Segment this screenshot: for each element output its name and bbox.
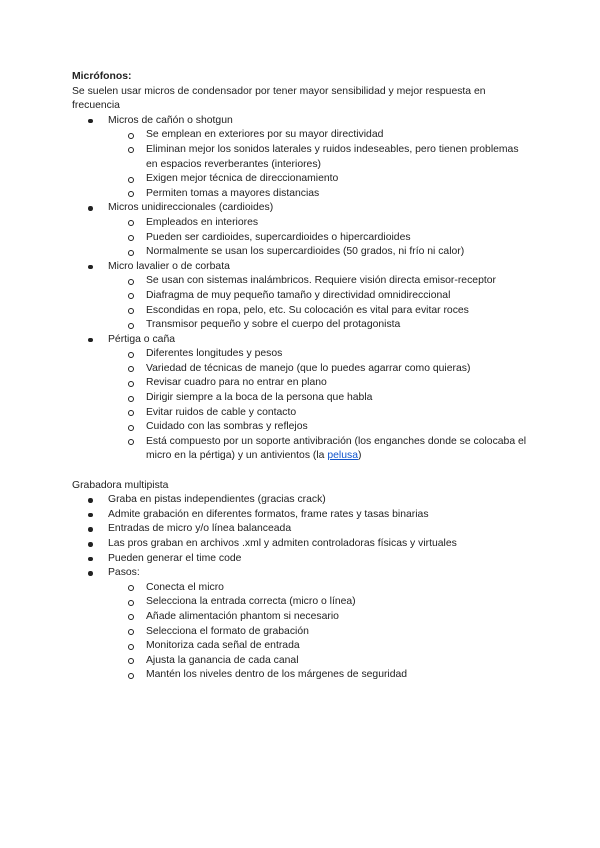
section-title-grabadora: Grabadora multipista <box>72 479 169 491</box>
sub-list-item: Pueden ser cardioides, supercardioides o hipercardioides <box>108 231 532 246</box>
grabadora-list <box>72 493 532 683</box>
sub-list <box>108 274 532 332</box>
sub-list-item: Dirigir siempre a la boca de la persona que habla <box>108 391 532 406</box>
list-item <box>72 114 532 202</box>
list-item-label: Micros de cañón o shotgun <box>108 114 233 126</box>
sub-list-item: Empleados en interiores <box>108 216 532 231</box>
section-title-microfonos: Micrófonos: <box>72 71 132 82</box>
sub-list-item: Transmisor pequeño y sobre el cuerpo del protagonista <box>108 318 532 333</box>
list-item: Entradas de micro y/o línea balanceada <box>72 522 532 537</box>
list-item-label: Pértiga o caña <box>108 333 176 345</box>
list-item-label: Micros unidireccionales (cardioides) <box>108 202 274 214</box>
sub-list-item: Exigen mejor técnica de direccionamiento <box>108 172 532 187</box>
list-item <box>72 201 532 259</box>
list-item-label: Micro lavalier o de corbata <box>108 260 230 272</box>
steps-list <box>108 581 532 683</box>
sub-list <box>108 347 532 464</box>
list-item: Pueden generar el time code <box>72 552 532 567</box>
sub-list-item: Eliminan mejor los sonidos laterales y ruidos indeseables, pero tienen problemas en espacios reverberantes (interiores) <box>108 143 532 172</box>
list-item: Graba en pistas independientes (gracias crack) <box>72 493 532 508</box>
sub-list-item: Escondidas en ropa, pelo, etc. Su colocación es vital para evitar roces <box>108 304 532 319</box>
sub-list-item: Normalmente se usan los supercardioides (50 grados, ni frío ni calor) <box>108 245 532 260</box>
microfonos-list <box>72 114 532 464</box>
sub-list-item: Evitar ruidos de cable y contacto <box>108 406 532 421</box>
sub-list-item: Variedad de técnicas de manejo (que lo puedes agarrar como quieras) <box>108 362 532 377</box>
pelusa-link[interactable]: pelusa <box>327 450 358 462</box>
blank-line <box>72 464 532 479</box>
sub-list-item <box>108 435 532 464</box>
sub-list-item: Permiten tomas a mayores distancias <box>108 187 532 202</box>
sub-list <box>108 128 532 201</box>
sub-list-item: Cuidado con las sombras y reflejos <box>108 420 532 435</box>
text-segment: Está compuesto por un soporte antivibración (los enganches donde se colocaba el micro en la pértiga) y un antivientos (la <box>146 435 527 462</box>
sub-list-item: Diferentes longitudes y pesos <box>108 347 532 362</box>
list-item <box>72 333 532 464</box>
step-item: Conecta el micro <box>108 581 532 596</box>
step-item: Monitoriza cada señal de entrada <box>108 639 532 654</box>
step-item: Mantén los niveles dentro de los márgenes de seguridad <box>108 668 532 683</box>
list-item <box>72 260 532 333</box>
list-item: Las pros graban en archivos .xml y admiten controladoras físicas y virtuales <box>72 537 532 552</box>
sub-list-item: Se usan con sistemas inalámbricos. Requiere visión directa emisor-receptor <box>108 274 532 289</box>
step-item: Selecciona el formato de grabación <box>108 625 532 640</box>
sub-list-item: Revisar cuadro para no entrar en plano <box>108 376 532 391</box>
step-item: Selecciona la entrada correcta (micro o línea) <box>108 595 532 610</box>
sub-list-item: Diafragma de muy pequeño tamaño y directividad omnidireccional <box>108 289 532 304</box>
document-content <box>72 70 532 683</box>
list-item <box>72 566 532 683</box>
section-intro: Se suelen usar micros de condensador por tener mayor sensibilidad y mejor respuesta en frecuencia <box>72 85 486 112</box>
list-item: Admite grabación en diferentes formatos, frame rates y tasas binarias <box>72 508 532 523</box>
sub-list-item: Se emplean en exteriores por su mayor directividad <box>108 128 532 143</box>
step-item: Añade alimentación phantom si necesario <box>108 610 532 625</box>
list-item-label: Pasos: <box>108 567 140 579</box>
text-segment: ) <box>357 450 362 462</box>
sub-list <box>108 216 532 260</box>
step-item: Ajusta la ganancia de cada canal <box>108 654 532 669</box>
